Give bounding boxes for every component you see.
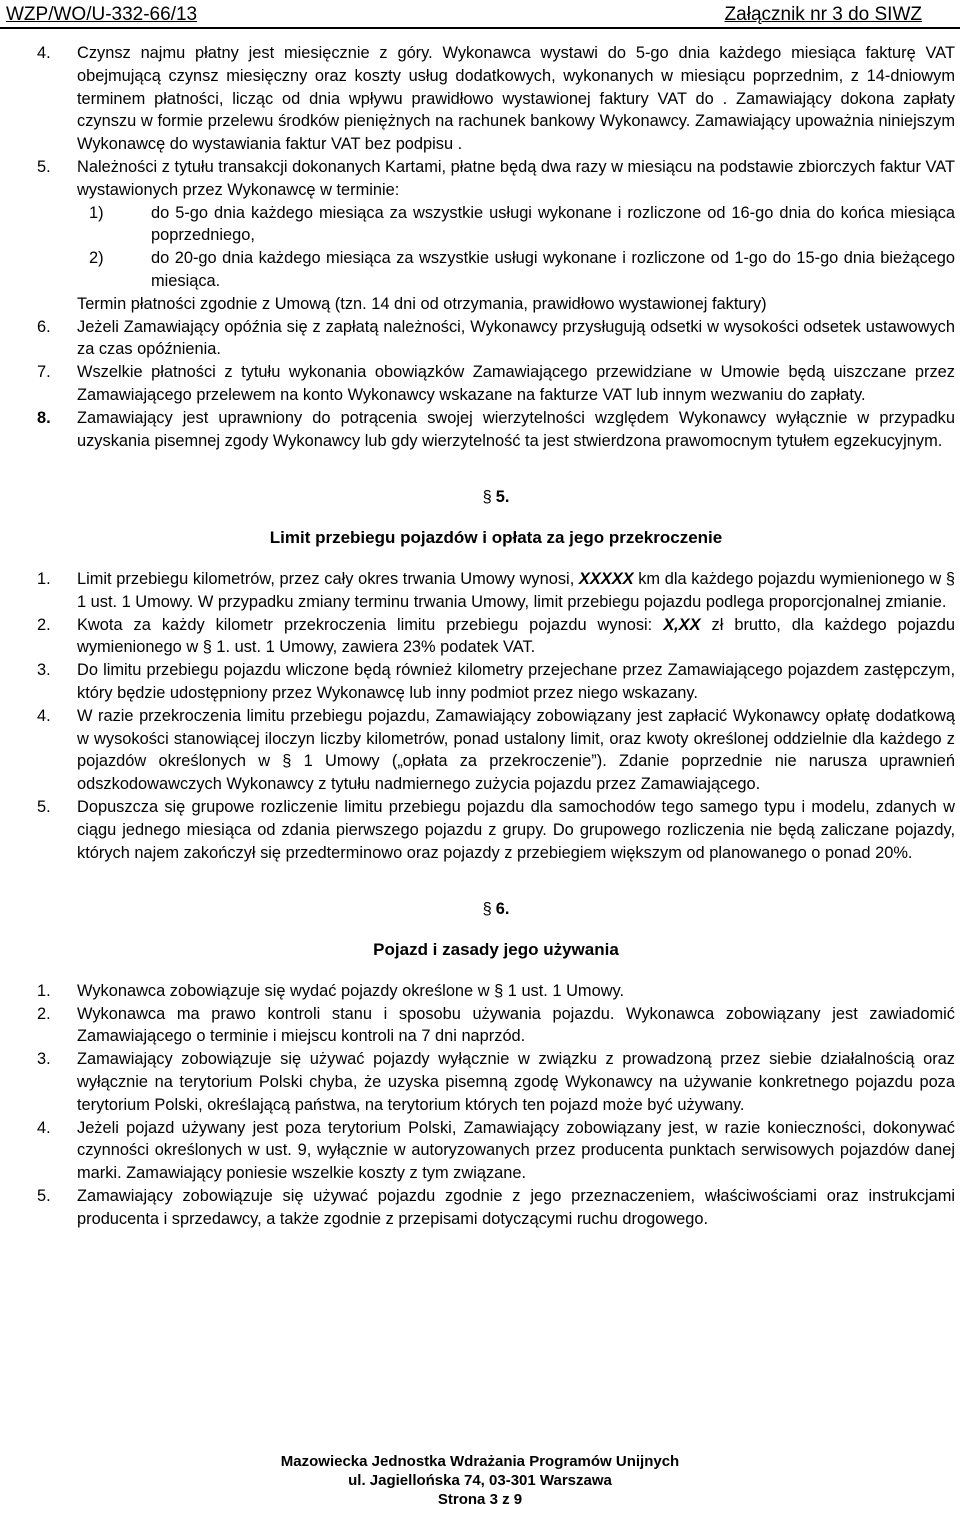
list-item bbox=[37, 1185, 955, 1231]
page-footer bbox=[0, 1452, 960, 1509]
footer-address: ul. Jagiellońska 74, 03-301 Warszawa bbox=[348, 1472, 612, 1489]
item-number: 4. bbox=[37, 1118, 51, 1137]
item-number: 4. bbox=[37, 44, 51, 62]
item-text: Zamawiający zobowiązuje się używać pojazdy wyłącznie w związku z prowadzoną przez siebie działalnością oraz wyłącznie na terytorium Polski chyba, że uzyska pisemną zgodę Wykonawcy na używanie konkretnego pojazdu poza terytorium Polski, określającą państwa, na terytorium których ten pojazd może być używany. bbox=[77, 1050, 955, 1114]
list-item bbox=[37, 1003, 955, 1049]
page-number: Strona 3 z 9 bbox=[437, 1491, 523, 1508]
attachment-label: Załącznik nr 3 do SIWZ bbox=[724, 4, 922, 25]
item-text: Wykonawca zobowiązuje się wydać pojazdy określone w § 1 ust. 1 Umowy. bbox=[77, 981, 625, 1000]
item-text: Należności z tytułu transakcji dokonanych Kartami, płatne będą dwa razy w miesiącu na podstawie zbiorczych faktur VAT wystawionych przez Wykonawcę w terminie: bbox=[77, 157, 955, 199]
placeholder-value: XXXXX bbox=[578, 569, 634, 588]
item-text: Jeżeli Zamawiający opóźnia się z zapłatą należności, Wykonawcy przysługują odsetki w wysokości odsetek ustawowych za czas opóźnienia. bbox=[77, 317, 955, 359]
section-number: § 6. bbox=[482, 900, 510, 919]
list-item bbox=[37, 1048, 955, 1116]
list-item bbox=[37, 407, 955, 453]
list-item bbox=[37, 361, 955, 407]
item-text: Dopuszcza się grupowe rozliczenie limitu przebiegu pojazdu dla samochodów tego samego typu i modelu, zdanych w ciągu jednego miesiąca od zdania pierwszego pojazdu z grupy. Do grupowego rozliczenia nie będą zaliczane pojazdy, których najem zakończył się przedterminowo oraz pojazdy z przebiegiem większym od planowanego o ponad 20%. bbox=[77, 797, 955, 862]
item-number: 7. bbox=[37, 363, 51, 382]
list-item bbox=[37, 659, 955, 705]
sub-list-item bbox=[89, 202, 955, 248]
sub-item-number: 2) bbox=[89, 249, 104, 268]
item-number: 3. bbox=[37, 1050, 51, 1069]
list-item bbox=[37, 316, 955, 362]
payment-term-note: Termin płatności zgodnie z Umową (tzn. 14 dni od otrzymania, prawidłowo wystawionej faktury) bbox=[77, 294, 767, 313]
item-text: Zamawiający zobowiązuje się używać pojazdu zgodnie z jego przeznaczeniem, właściwościami oraz instrukcjami producenta i sprzedawcy, a także zgodnie z przepisami dotyczącymi ruchu drogowego. bbox=[77, 1187, 955, 1228]
section-title: Limit przebiegu pojazdów i opłata za jego przekroczenie bbox=[269, 528, 723, 548]
item-text: Czynsz najmu płatny jest miesięcznie z góry. Wykonawca wystawi do 5-go dnia każdego miesiąca fakturę VAT obejmującą czynsz miesięczny oraz koszty usług dodatkowych, wykonanych w miesiącu poprzednim, z 14-dniowym terminem płatności, licząc od dnia wpływu prawidłowo wystawionej faktury VAT do . Zamawiający dokona zapłaty czynszu w formie przelewu środków pieniężnych na rachunek bankowy Wykonawcy. Zamawiający upoważnia niniejszym Wykonawcę do wystawiania faktur VAT bez podpisu . bbox=[77, 44, 955, 154]
item-number: 1. bbox=[37, 569, 51, 588]
item-text: W razie przekroczenia limitu przebiegu pojazdu, Zamawiający zobowiązany jest zapłacić Wykonawcy opłatę dodatkową w wysokości stanowiącej iloczyn liczby kilometrów, ponad ustalony limit, oraz kwoty określonej oddzielnie dla każdego z pojazdów określonych w § 1 Umowy („opłata za przekroczenie”). Zdanie poprzednie nie narusza uprawnień odszkodowawczych Wykonawcy z tytułu nadmiernego zużycia pojazdu przez Zamawiającego. bbox=[77, 706, 955, 794]
sub-item-text: do 20-go dnia każdego miesiąca za wszystkie usługi wykonane i rozliczone od 1-go do 15-go dnia bieżącego miesiąca. bbox=[151, 249, 955, 290]
item-number: 8. bbox=[37, 408, 51, 427]
sub-item-text: do 5-go dnia każdego miesiąca za wszystkie usługi wykonane i rozliczone od 16-go dnia do końca miesiąca poprzedniego, bbox=[151, 203, 955, 245]
item-number: 6. bbox=[37, 317, 51, 336]
item-number: 2. bbox=[37, 615, 51, 634]
list-item bbox=[37, 796, 955, 864]
item-text: Zamawiający jest uprawniony do potrącenia swojej wierzytelności względem Wykonawcy wyłącznie w przypadku uzyskania pisemnej zgody Wykonawcy lub gdy wierzytelność ta jest stwierdzona prawomocnym tytułem egzekucyjnym. bbox=[77, 408, 955, 450]
section-title: Pojazd i zasady jego używania bbox=[373, 940, 619, 960]
item-text: Jeżeli pojazd używany jest poza terytorium Polski, Zamawiający zobowiązany jest, w razie konieczności, dokonywać czynności określonych w ust. 9, wyłącznie w autoryzowanych przez producenta punktach serwisowych pojazdów danej marki. Zamawiający poniesie wszelkie koszty z tym związane. bbox=[77, 1118, 955, 1183]
list-item: 2. Kwota za każdy kilometr przekroczenia limitu przebiegu pojazdu wynosi: X,XX zł brutto, dla każdego pojazdu wymienionego w § 1. ust. 1 Umowy, zawiera 23% podatek VAT. bbox=[37, 615, 955, 657]
page-header bbox=[0, 0, 960, 36]
list-item bbox=[37, 705, 955, 796]
item-text: Do limitu przebiegu pojazdu wliczone będą również kilometry przejechane przez Zamawiającego pojazdem zastępczym, który będzie udostępniony przez Wykonawcę lub inny podmiot przez niego wskazany. bbox=[77, 661, 955, 702]
item-number: 5. bbox=[37, 157, 51, 176]
paragraph-symbol: § bbox=[482, 488, 492, 507]
paragraph-symbol: § bbox=[482, 900, 492, 919]
item-number: 2. bbox=[37, 1004, 51, 1023]
item-number: 3. bbox=[37, 661, 51, 680]
placeholder-value: X,XX bbox=[663, 615, 701, 634]
list-item: 1. Limit przebiegu kilometrów, przez cały okres trwania Umowy wynosi, XXXXX km dla każdego pojazdu wymienionego w § 1 ust. 1 Umowy. W przypadku zmiany terminu trwania Umowy, limit przebiegu pojazdu podlega proporcjonalnej zmianie. bbox=[37, 569, 955, 611]
item-text: Wykonawca ma prawo kontroli stanu i sposobu używania pojazdu. Wykonawca zobowiązany jest zawiadomić Zamawiającego o terminie i miejscu kontroli na 7 dni naprzód. bbox=[77, 1004, 955, 1046]
list-item bbox=[37, 42, 955, 156]
document-body bbox=[37, 42, 955, 1231]
footer-organization: Mazowiecka Jednostka Wdrażania Programów Unijnych bbox=[280, 1453, 680, 1470]
list-item bbox=[37, 980, 955, 1003]
item-number: 1. bbox=[37, 981, 51, 1000]
item-number: 4. bbox=[37, 706, 51, 725]
document-reference: WZP/WO/U-332-66/13 bbox=[6, 4, 198, 25]
header-rule bbox=[0, 27, 960, 29]
sub-list-item bbox=[89, 247, 955, 293]
list-item bbox=[37, 1117, 955, 1185]
sub-item-number: 1) bbox=[89, 203, 104, 222]
item-number: 5. bbox=[37, 797, 51, 816]
item-number: 5. bbox=[37, 1187, 51, 1206]
list-item bbox=[37, 156, 955, 202]
item-text: Wszelkie płatności z tytułu wykonania obowiązków Zamawiającego przewidziane w Umowie będą uiszczane przez Zamawiającego przelewem na konto Wykonawcy wskazane na fakturze VAT lub innym wezwaniu do zapłaty. bbox=[77, 363, 955, 404]
section-number: § 5. bbox=[482, 488, 510, 507]
